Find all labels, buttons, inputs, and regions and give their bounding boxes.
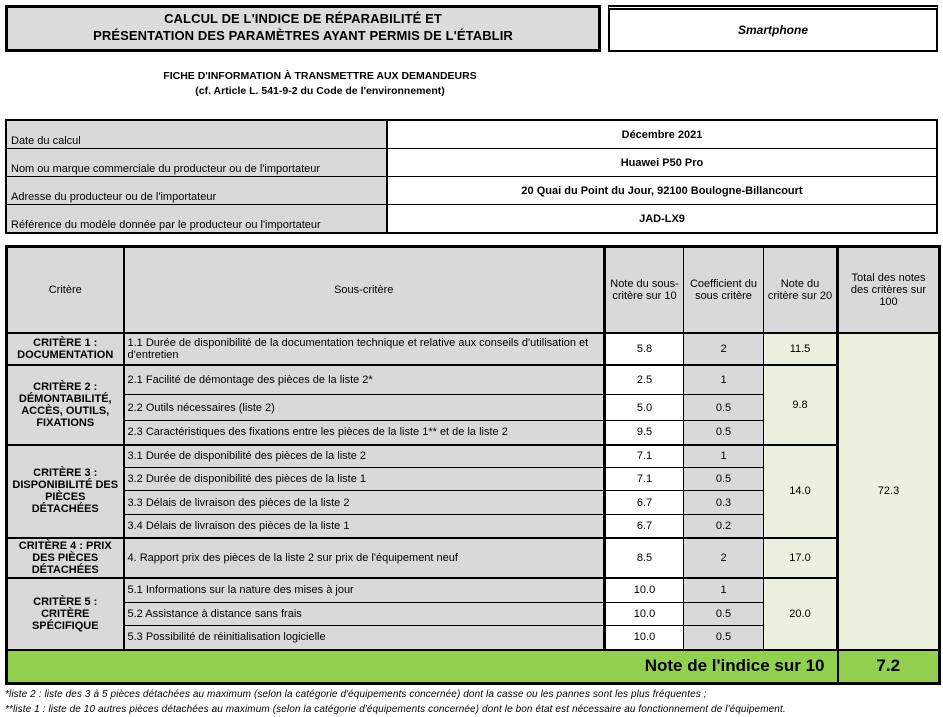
sub-3-1-coeff: 1 xyxy=(684,445,764,468)
sub-5-2-coeff: 0.5 xyxy=(684,603,764,626)
criterion-5-note20: 20.0 xyxy=(764,578,838,650)
sub-2-1-note: 2.5 xyxy=(605,365,684,395)
sub-5-2-label: 5.2 Assistance à distance sans frais xyxy=(124,603,605,626)
criterion-3-note20: 14.0 xyxy=(764,445,838,538)
sub-2-1-coeff: 1 xyxy=(684,365,764,395)
footnote-liste2: *liste 2 : liste des 3 à 5 pièces détachées au maximum (selon la catégorie d'équipements concernée) dont la casse ou les pannes sont les plus fréquentes ; xyxy=(5,689,707,701)
sub-4-coeff: 2 xyxy=(684,538,764,578)
col-header-total: Total des notes des critères sur 100 xyxy=(838,247,940,333)
index-score-value: 7.2 xyxy=(838,650,940,684)
sub-3-1-note: 7.1 xyxy=(605,445,684,468)
sub-5-1-label: 5.1 Informations sur la nature des mises à jour xyxy=(124,578,605,603)
subtitle-line2: (cf. Article L. 541-9-2 du Code de l'environnement) xyxy=(195,85,445,97)
sub-2-2-note: 5.0 xyxy=(605,395,684,421)
subtitle xyxy=(5,69,635,99)
col-header-note10: Note du sous-critère sur 10 xyxy=(605,247,684,333)
sub-5-1-coeff: 1 xyxy=(684,578,764,603)
sub-2-3-label: 2.3 Caractéristiques des fixations entre les pièces de la liste 1** et de la liste 2 xyxy=(124,421,605,445)
col-header-coefficient: Coefficient du sous critère xyxy=(684,247,764,333)
index-score-label: Note de l'indice sur 10 xyxy=(7,650,838,684)
sub-3-4-label: 3.4 Délais de livraison des pièces de la liste 1 xyxy=(124,515,605,538)
col-header-note20: Note du critère sur 20 xyxy=(764,247,838,333)
info-row-brand xyxy=(6,149,937,177)
sub-5-1-note: 10.0 xyxy=(605,578,684,603)
page-title xyxy=(5,5,601,52)
sub-3-3-coeff: 0.3 xyxy=(684,491,764,515)
info-row-date xyxy=(6,120,937,149)
page-title-line2: PRÉSENTATION DES PARAMÈTRES AYANT PERMIS DE L'ÉTABLIR xyxy=(93,27,513,43)
col-header-critere: Critère xyxy=(7,247,124,333)
criterion-4-note20: 17.0 xyxy=(764,538,838,578)
criteria-table-header xyxy=(7,247,940,333)
sub-5-3-label: 5.3 Possibilité de réinitialisation logicielle xyxy=(124,626,605,650)
sub-3-2-coeff: 0.5 xyxy=(684,468,764,491)
criterion-1-label: CRITÈRE 1 : DOCUMENTATION xyxy=(7,333,124,365)
header xyxy=(5,5,938,52)
info-row-model xyxy=(6,205,937,234)
total-score-100: 72.3 xyxy=(838,333,940,650)
info-value-date: Décembre 2021 xyxy=(387,120,937,149)
table-row xyxy=(7,445,940,468)
info-label-address: Adresse du producteur ou de l'importateur xyxy=(6,177,387,205)
sub-3-3-note: 6.7 xyxy=(605,491,684,515)
info-value-address: 20 Quai du Point du Jour, 92100 Boulogne-Billancourt xyxy=(387,177,937,205)
product-category-box xyxy=(608,5,938,52)
info-label-date: Date du calcul xyxy=(6,120,387,149)
info-row-address xyxy=(6,177,937,205)
subtitle-line1: FICHE D'INFORMATION À TRANSMETTRE AUX DEMANDEURS xyxy=(163,69,477,82)
info-value-brand: Huawei P50 Pro xyxy=(387,149,937,177)
info-label-model: Référence du modèle donnée par le producteur ou l'importateur xyxy=(6,205,387,234)
product-category-label: Smartphone xyxy=(737,22,808,37)
sub-2-3-coeff: 0.5 xyxy=(684,421,764,445)
table-row xyxy=(7,578,940,603)
table-row xyxy=(7,333,940,365)
sub-2-2-coeff: 0.5 xyxy=(684,395,764,421)
page-title-line1: CALCUL DE L'INDICE DE RÉPARABILITÉ ET xyxy=(164,11,442,26)
criteria-table xyxy=(5,245,941,685)
product-info-table xyxy=(5,119,938,234)
info-value-model: JAD-LX9 xyxy=(387,205,937,234)
table-row xyxy=(7,365,940,395)
sub-1-1-note: 5.8 xyxy=(605,333,684,365)
sub-4-note: 8.5 xyxy=(605,538,684,578)
sub-1-1-label: 1.1 Durée de disponibilité de la documentation technique et relative aux conseils d'utilisation et d'entretien xyxy=(124,333,605,365)
criterion-4-label: CRITÈRE 4 : PRIX DES PIÈCES DÉTACHÉES xyxy=(7,538,124,578)
sub-2-3-note: 9.5 xyxy=(605,421,684,445)
sub-1-1-coeff: 2 xyxy=(684,333,764,365)
sub-3-1-label: 3.1 Durée de disponibilité des pièces de la liste 2 xyxy=(124,445,605,468)
criterion-2-label: CRITÈRE 2 : DÉMONTABILITÉ, ACCÈS, OUTILS, FIXATIONS xyxy=(7,365,124,445)
table-row xyxy=(7,538,940,578)
sub-3-2-label: 3.2 Durée de disponibilité des pièces de la liste 1 xyxy=(124,468,605,491)
sub-5-2-note: 10.0 xyxy=(605,603,684,626)
sub-4-label: 4. Rapport prix des pièces de la liste 2 sur prix de l'équipement neuf xyxy=(124,538,605,578)
sub-3-3-label: 3.3 Délais de livraison des pièces de la liste 2 xyxy=(124,491,605,515)
criterion-3-label: CRITÈRE 3 : DISPONIBILITÉ DES PIÈCES DÉTACHÉES xyxy=(7,445,124,538)
sub-3-4-note: 6.7 xyxy=(605,515,684,538)
criterion-2-note20: 9.8 xyxy=(764,365,838,445)
index-score-row xyxy=(7,650,940,684)
sub-3-2-note: 7.1 xyxy=(605,468,684,491)
sub-5-3-coeff: 0.5 xyxy=(684,626,764,650)
sub-3-4-coeff: 0.2 xyxy=(684,515,764,538)
col-header-sous-critere: Sous-critère xyxy=(124,247,605,333)
sub-5-3-note: 10.0 xyxy=(605,626,684,650)
footnote-liste1: **liste 1 : liste de 10 autres pièces détachées au maximum (selon la catégorie d'équipements concernée) dont le bon état est nécessaire au fonctionnement de l'équipement. xyxy=(5,703,786,715)
sub-2-1-label: 2.1 Facilité de démontage des pièces de la liste 2* xyxy=(124,365,605,395)
criterion-1-note20: 11.5 xyxy=(764,333,838,365)
footnotes xyxy=(5,688,938,717)
info-label-brand: Nom ou marque commerciale du producteur ou de l'importateur xyxy=(6,149,387,177)
criterion-5-label: CRITÈRE 5 : CRITÈRE SPÉCIFIQUE xyxy=(7,578,124,650)
sub-2-2-label: 2.2 Outils nécessaires (liste 2) xyxy=(124,395,605,421)
